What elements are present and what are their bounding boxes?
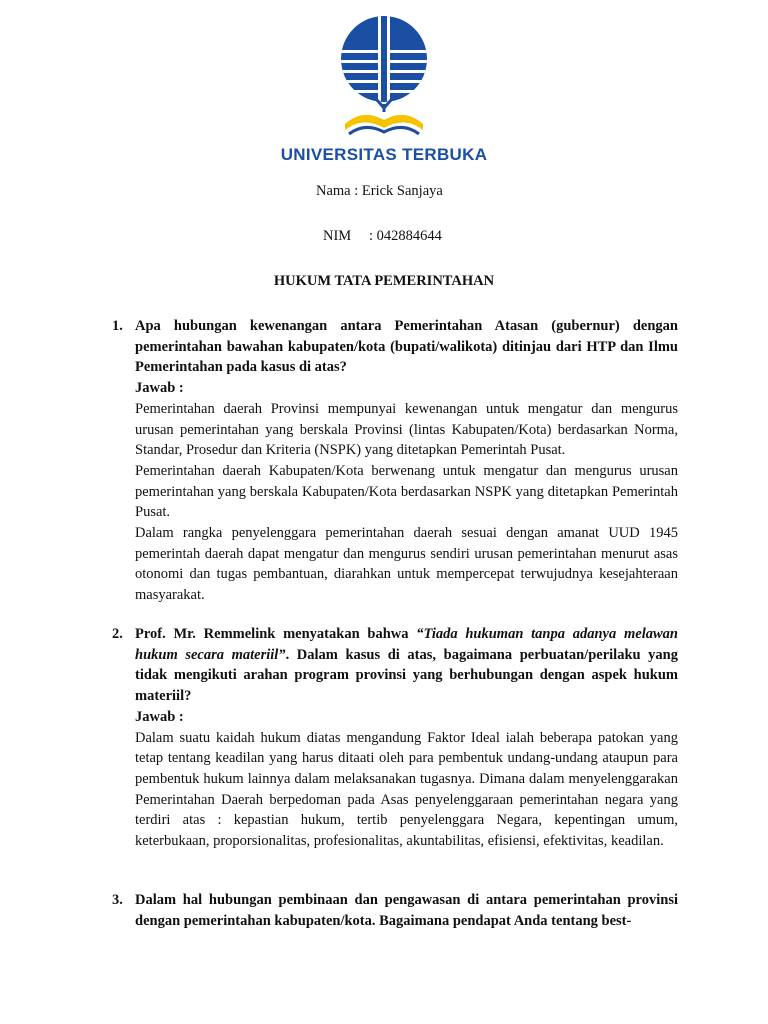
- question-1: [112, 316, 678, 606]
- question-quote: “Tiada hukuman tanpa adanya melawan hukum secara materiil”: [135, 626, 678, 663]
- question-2: [112, 624, 678, 852]
- question-text: Dalam hal hubungan pembinaan dan pengawasan di antara pemerintahan provinsi dengan pemerintahan kabupaten/kota. Bagaimana pendapat Anda tentang best-: [135, 892, 678, 929]
- question-number: 1.: [112, 318, 123, 334]
- question-text-pre: Prof. Mr. Remmelink menyatakan bahwa: [135, 626, 417, 642]
- question-3: [112, 890, 678, 931]
- logo-wordmark: UNIVERSITAS TERBUKA: [280, 145, 488, 164]
- universitas-terbuka-logo: [341, 16, 427, 140]
- answer-paragraph: Dalam rangka penyelenggara pemerintahan daerah sesuai dengan amanat UUD 1945 pemerintah daerah dapat mengatur dan mengurus sendiri urusan pemerintahan menurut asas otonomi dan tugas pembantuan, diarahkan untuk mempercepat terwujudnya kesejahteraan masyarakat.: [135, 525, 678, 604]
- question-text: Apa hubungan kewenangan antara Pemerintahan Atasan (gubernur) dengan pemerintahan bawahan kabupaten/kota (bupati/walikota) ditinjau dari HTP dan Ilmu Pemerintahan pada kasus di atas?: [135, 318, 678, 376]
- nim-label: NIM: [323, 228, 352, 244]
- question-text-post: . Dalam kasus di atas, bagaimana perbuatan/perilaku yang tidak mengikuti arahan program provinsi yang berhubungan dengan aspek hukum materiil?: [135, 646, 678, 705]
- answer-paragraph: Dalam suatu kaidah hukum diatas mengandung Faktor Ideal ialah beberapa patokan yang tetap tentang keadilan yang harus ditaati oleh para pembentuk undang-undang ataupun para pembentuk hukum lainnya dalam melaksanakan tugasnya. Dimana dalam menyelenggarakan Pemerintahan Daerah berpedoman pada Asas penyelenggaraan pemerintahan negara yang terdiri atas : kepastian hukum, tertib penyelenggara Negara, kepentingan umum, keterbukaan, proporsionalitas, profesionalitas, akuntabilitas, efisiensi, efektivitas, keadilan.: [135, 729, 678, 850]
- question-number: 3.: [112, 892, 123, 908]
- nim-value: : 042884644: [369, 228, 442, 244]
- answer-label: Jawab :: [135, 380, 184, 397]
- question-number: 2.: [112, 626, 123, 642]
- document-title: HUKUM TATA PEMERINTAHAN: [273, 273, 495, 289]
- answer-label: Jawab :: [135, 708, 184, 725]
- student-nim: [323, 228, 442, 245]
- answer-paragraph: Pemerintahan daerah Kabupaten/Kota berwenang untuk mengatur dan mengurus urusan pemerintahan yang berskala Kabupaten/Kota berdasarkan NSPK yang ditetapkan Pemerintah Pusat.: [135, 462, 678, 521]
- student-name: Nama : Erick Sanjaya: [316, 183, 443, 199]
- question-text: [135, 624, 678, 707]
- answer-paragraph: Pemerintahan daerah Provinsi mempunyai kewenangan untuk mengatur dan mengurus urusan pemerintahan yang berskala Provinsi (lintas Kabupaten/Kota) berdasarkan Norma, Standar, Prosedur dan Kriteria (NSPK) yang ditetapkan Pemerintah Pusat.: [135, 400, 678, 459]
